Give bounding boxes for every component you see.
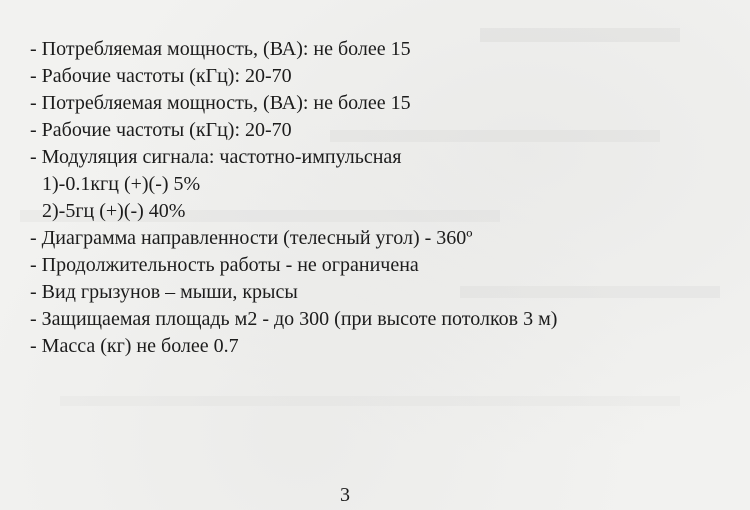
spec-protected-area: - Защищаемая площадь м2 - до 300 (при высоте потолков 3 м) — [30, 308, 558, 330]
show-through-texture — [60, 396, 680, 406]
spec-signal-modulation: - Модуляция сигнала: частотно-импульсная — [30, 146, 402, 168]
spec-rodent-types: - Вид грызунов – мыши, крысы — [30, 281, 298, 303]
spec-operation-duration: - Продолжительность работы - не ограничена — [30, 254, 419, 276]
spec-modulation-option-2: 2)-5гц (+)(-) 40% — [42, 200, 186, 222]
page-number: 3 — [340, 484, 350, 506]
spec-power-consumption: - Потребляемая мощность, (ВА): не более 15 — [30, 38, 411, 60]
spec-operating-frequencies: - Рабочие частоты (кГц): 20-70 — [30, 119, 292, 141]
spec-modulation-option-1: 1)-0.1кгц (+)(-) 5% — [42, 173, 201, 195]
specification-list — [30, 36, 557, 360]
spec-radiation-pattern: - Диаграмма направленности (телесный угол) - 360º — [30, 227, 473, 249]
spec-power-consumption: - Потребляемая мощность, (ВА): не более 15 — [30, 92, 411, 114]
spec-weight: - Масса (кг) не более 0.7 — [30, 335, 239, 357]
spec-operating-frequencies: - Рабочие частоты (кГц): 20-70 — [30, 65, 292, 87]
